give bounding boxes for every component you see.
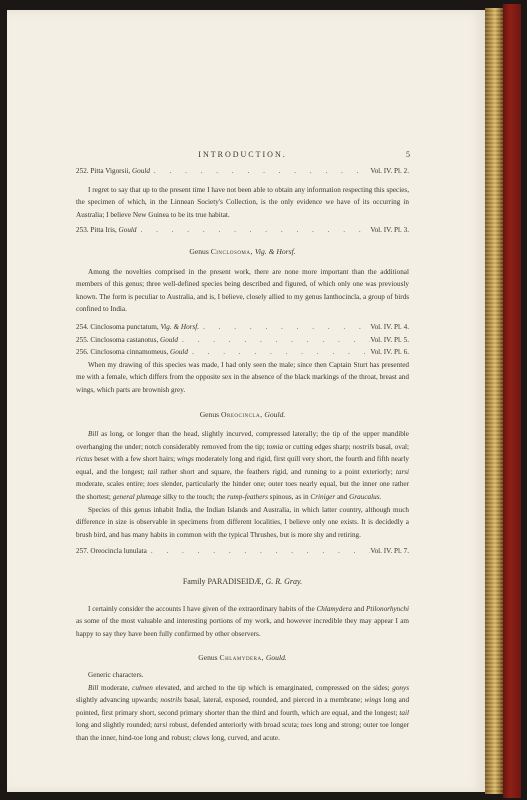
species-name: 253. Pitta Iris, (76, 226, 117, 235)
paragraph-oreocincla-species: Species of this genus inhabit India, the Indian Islands and Australia, in which latter country, although much difference in size is observable in specimens from different localities, I believe only one exists. It is decidedly a brush bird, and has many habits in common with the typical Thrushes, but is more shy and retiring. (76, 505, 409, 539)
genus-heading-oreocincla: Genus Oreocincla, Gould. (199, 409, 286, 419)
leader-dots (137, 224, 371, 237)
species-entry-253 (76, 224, 409, 237)
genus-heading-cinclosoma: Genus Cinclosoma, Vig. & Horsf. (189, 246, 296, 256)
leader-dots (147, 545, 370, 558)
species-author: Gould (118, 226, 137, 235)
genus-heading-chlamydera: Genus Chlamydera, Gould. (198, 653, 287, 663)
paragraph-chlamydera-characters: Bill moderate, culmen elevated, and arched to the tip which is emarginated, compressed on the sides; gonys slightly advancing upwards; nostrils basal, lateral, exposed, rounded, and pierced in a membrane; wings long and pointed, first primary short, second primary shorter than the third and fourth, which are equal, and the longest; tail long and slightly rounded; tarsi robust, defended anteriorly with broad scuta; toes long and strong; outer toe longer than the inner, hind-toe long and robust; claws long, curved, and acute. (76, 683, 410, 742)
family-heading-paradiseidae: Family PARADISEIDÆ, G. R. Gray. (182, 577, 303, 587)
paragraph-cinclosoma: Among the novelties comprised in the present work, there are none more important than the additional members of this genus; three well-defined species being described and figured, of which only one was previously known. The form is peculiar to Australia, and is, I believe, closely allied to my genus Ianthocincla, a group of birds confined to India. (76, 267, 409, 314)
book-page (7, 10, 485, 792)
generic-characters-label: Generic characters. (88, 671, 144, 679)
paragraph-oreocincla-characters: Bill as long, or longer than the head, slightly incurved, compressed laterally; the tip of the upper mandible overhanging the under; notch considerably removed from the tip; tomia or cutting edges sharp; nostrils basal, oval; rictus beset with a few short hairs; wings moderately long and rigid, first quill very short, the fourth and fifth nearly equal, and the longest; tail rather short and square, the feathers rigid, and running to a point exteriorly; tarsi moderate, scales entire; toes slender, particularly the hinder one; outer toes nearly equal, but the inner one rather the shortest; general plumage silky to the touch; the rump-feathers spinous, as in Criniger and Graucalus. (76, 430, 410, 502)
page-content (76, 150, 410, 745)
leader-dots (178, 334, 370, 347)
paragraph-cinclosoma-female: When my drawing of this species was made, I had only seen the male; since then Captain Sturt has presented me with a female, which differs from the opposite sex in the absence of the black markings of the throat, breast and wings, which parts are brownish grey. (76, 360, 409, 394)
gilt-page-edge (485, 8, 503, 794)
paragraph-paradiseidae: I certainly consider the accounts I have given of the extraordinary habits of the Chlamydera and Ptilonorhynchi as some of the most valuable and interesting portions of my work, and however incredible they may appear I am happy to say they have been fully confirmed by other observers. (76, 604, 410, 638)
leader-dots (150, 165, 370, 178)
species-entry-256: 256. Cinclosoma cinnamomeus, Gould . . . Vol. IV. Pl. 6. (76, 346, 409, 359)
page-number: 5 (406, 150, 410, 159)
paragraph-pitta-vigorsii: I regret to say that up to the present time I have not been able to obtain any information respecting this species, the specimen of which, in the Linnean Society's Collection, is the only evidence we have of its occurring in Australia; I believe New Guinea to be its true habitat. (76, 185, 409, 219)
species-entry-257: 257. Oreocincla lunulata . . . Vol. IV. Pl. 7. (76, 545, 409, 558)
leader-dots (188, 346, 370, 359)
species-entry-254: 254. Cinclosoma punctatum, Vig. & Horsf. . . . Vol. IV. Pl. 4. (76, 321, 409, 334)
running-title: INTRODUCTION. (198, 150, 287, 159)
book-cover-edge (503, 4, 521, 798)
species-entry-252 (76, 165, 409, 178)
species-entry-255: 255. Cinclosoma castanotus, Gould . . . Vol. IV. Pl. 5. (76, 334, 409, 347)
leader-dots (199, 321, 370, 334)
plate-reference: Vol. IV. Pl. 2. (370, 167, 409, 175)
species-author: Gould (131, 167, 150, 175)
species-name: 252. Pitta Vigorsii, (76, 167, 131, 175)
plate-reference: Vol. IV. Pl. 3. (370, 226, 409, 235)
